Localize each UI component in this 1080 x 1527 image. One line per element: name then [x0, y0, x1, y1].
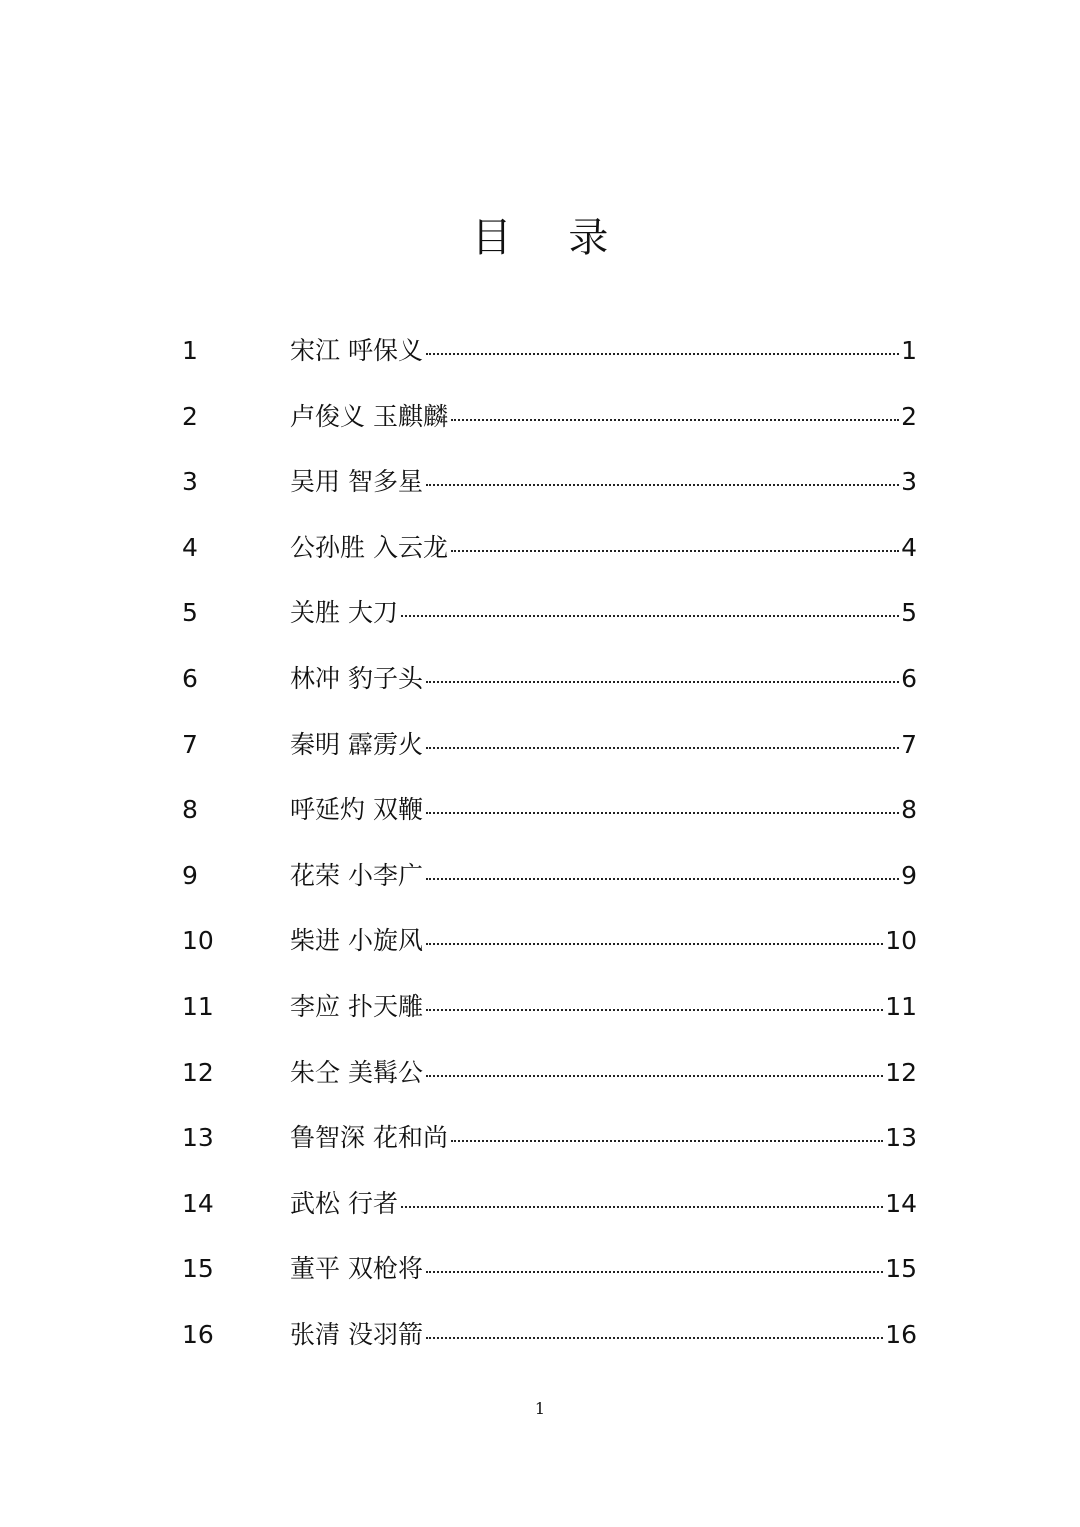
page-number: 1 [534, 1399, 546, 1418]
toc-entry[interactable] [182, 777, 917, 843]
toc-entry-title: 张清 没羽箭 [290, 1319, 423, 1349]
toc-entry-number: 7 [182, 729, 198, 759]
toc-entry-page: 2 [901, 401, 917, 431]
toc-entry-number: 9 [182, 860, 198, 890]
toc-entry[interactable] [182, 646, 917, 712]
toc-entry-number: 12 [182, 1057, 214, 1087]
toc-entry[interactable] [182, 384, 917, 450]
toc-entry-page: 7 [901, 729, 917, 759]
toc-entry-number: 2 [182, 401, 198, 431]
toc-entry-title: 鲁智深 花和尚 [290, 1123, 448, 1153]
toc-entry-number: 13 [182, 1123, 214, 1153]
toc-entry-page: 8 [901, 795, 917, 825]
toc-entry-page: 5 [901, 598, 917, 628]
toc-entry-title: 关胜 大刀 [290, 598, 398, 628]
toc-entry-page: 6 [901, 663, 917, 693]
dot-leader [426, 747, 899, 749]
toc-entry-page: 12 [885, 1057, 917, 1087]
toc-entry[interactable] [182, 843, 917, 909]
toc-entry-title: 花荣 小李广 [290, 860, 423, 890]
toc-entry-page: 10 [885, 926, 917, 956]
toc-entry-number: 11 [182, 991, 214, 1021]
dot-leader [426, 1271, 883, 1273]
toc-entry[interactable] [182, 712, 917, 778]
dot-leader [426, 1075, 883, 1077]
toc-entry-page: 3 [901, 467, 917, 497]
dot-leader [426, 681, 899, 683]
toc-entry-number: 1 [182, 336, 198, 365]
dot-leader [451, 550, 899, 552]
toc-entry-title: 呼延灼 双鞭 [290, 795, 423, 825]
toc-entry[interactable] [182, 974, 917, 1040]
dot-leader [426, 484, 899, 486]
toc-entry-title: 秦明 霹雳火 [290, 729, 423, 759]
toc-entry[interactable] [182, 1040, 917, 1106]
toc-entry-number: 10 [182, 926, 214, 956]
toc-entry-number: 3 [182, 467, 198, 497]
toc-entry[interactable] [182, 449, 917, 515]
toc-entry[interactable] [182, 580, 917, 646]
toc-entry-page: 9 [901, 860, 917, 890]
toc-entry-title: 公孙胜 入云龙 [290, 532, 448, 562]
toc-entry[interactable] [182, 1236, 917, 1302]
toc-entry[interactable] [182, 515, 917, 581]
toc-entry-number: 14 [182, 1188, 214, 1218]
toc-entry-title: 宋江 呼保义 [290, 336, 423, 365]
toc-entry-number: 8 [182, 795, 198, 825]
toc-entry-title: 柴进 小旋风 [290, 926, 423, 956]
dot-leader [426, 1009, 883, 1011]
toc-entry-page: 14 [885, 1188, 917, 1218]
toc-entry-title: 董平 双枪将 [290, 1254, 423, 1284]
dot-leader [426, 353, 899, 355]
toc-entry[interactable] [182, 908, 917, 974]
toc-entry-title: 林冲 豹子头 [290, 663, 423, 693]
toc-entry-title: 朱仝 美髯公 [290, 1057, 423, 1087]
dot-leader [426, 1337, 883, 1339]
page-title: 目 录 [471, 215, 631, 261]
toc-entry-title: 李应 扑天雕 [290, 991, 423, 1021]
dot-leader [426, 878, 899, 880]
toc-entry-title: 吴用 智多星 [290, 467, 423, 497]
toc-entry-page: 15 [885, 1254, 917, 1284]
toc-entry-number: 4 [182, 532, 198, 562]
dot-leader [426, 812, 899, 814]
dot-leader [451, 419, 899, 421]
table-of-contents [182, 318, 917, 1368]
toc-entry-number: 16 [182, 1319, 214, 1349]
toc-entry-number: 6 [182, 663, 198, 693]
dot-leader [451, 1140, 883, 1142]
toc-entry-number: 5 [182, 598, 198, 628]
toc-entry-page: 11 [885, 991, 917, 1021]
toc-entry-number: 15 [182, 1254, 214, 1284]
dot-leader [426, 943, 883, 945]
toc-entry-page: 13 [885, 1123, 917, 1153]
toc-entry-page: 1 [901, 336, 917, 365]
dot-leader [401, 1206, 883, 1208]
toc-entry[interactable] [182, 1171, 917, 1237]
dot-leader [401, 615, 899, 617]
toc-entry-page: 16 [885, 1319, 917, 1349]
toc-entry[interactable] [182, 1105, 917, 1171]
toc-entry-title: 卢俊义 玉麒麟 [290, 401, 448, 431]
toc-entry[interactable] [182, 1302, 917, 1368]
toc-entry-page: 4 [901, 532, 917, 562]
toc-entry[interactable] [182, 318, 917, 384]
toc-entry-title: 武松 行者 [290, 1188, 398, 1218]
